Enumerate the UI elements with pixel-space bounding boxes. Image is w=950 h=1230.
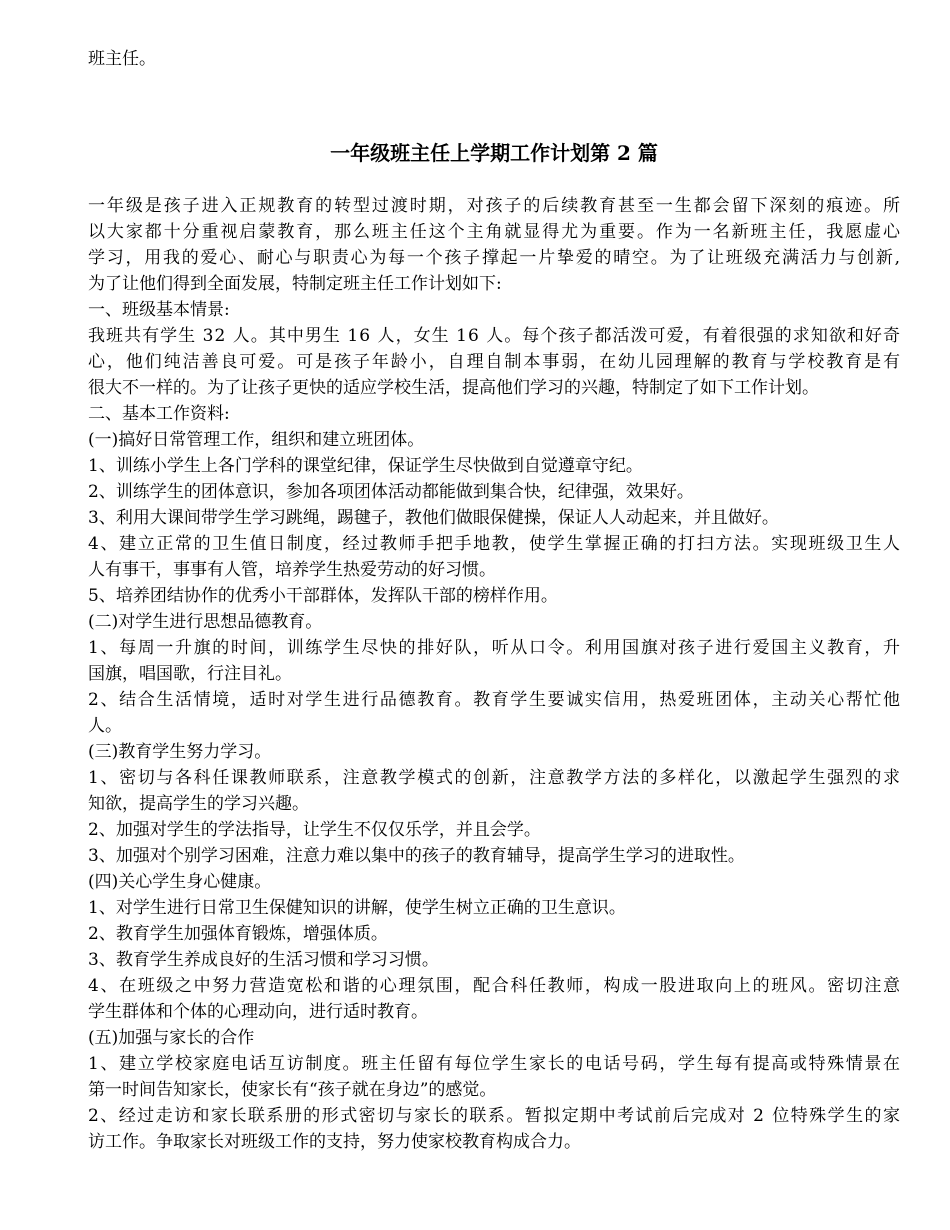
previous-section-tail: 班主任。: [88, 49, 156, 69]
paragraph: [88, 193, 900, 297]
text-line: (四)关心学生身心健康。: [88, 872, 272, 892]
text-line: 很大不一样的。为了让孩子更快的适应学校生活，提高他们学习的兴趣，特制定了如下工作计划。: [88, 378, 819, 398]
paragraph: [88, 765, 900, 817]
paragraph: [88, 635, 900, 687]
text-line: 访工作。争取家长对班级工作的支持，努力使家校教育构成合力。: [88, 1132, 581, 1152]
text-line: 1、每周一升旗的时间，训练学生尽快的排好队，听从口令。利用国旗对孩子进行爱国主义教育，升: [88, 638, 902, 658]
text-line: 为了让他们得到全面发展，特制定班主任工作计划如下:: [88, 274, 502, 294]
text-line: 4、建立正常的卫生值日制度，经过教师手把手地教，使学生掌握正确的打扫方法。实现班级卫生人: [88, 534, 902, 554]
text-line: 1、训练小学生上各门学科的课堂纪律，保证学生尽快做到自觉遵章守纪。: [88, 456, 643, 476]
paragraph: [88, 921, 900, 947]
text-line: 4、在班级之中努力营造宽松和谐的心理氛围，配合科任教师，构成一股进取向上的班风。密切注意: [88, 976, 902, 996]
paragraph: [88, 687, 900, 739]
paragraph: [88, 479, 900, 505]
document-title: 一年级班主任上学期工作计划第 2 篇: [330, 141, 658, 165]
paragraph: [88, 1025, 900, 1051]
text-line: 心，他们纯洁善良可爱。可是孩子年龄小，自理自制本事弱，在幼儿园理解的教育与学校教育是有: [88, 352, 902, 372]
text-line: (一)搞好日常管理工作，组织和建立班团体。: [88, 430, 425, 450]
text-line: 国旗，唱国歌，行注目礼。: [88, 664, 292, 684]
paragraph: [88, 895, 900, 921]
text-line: 3、利用大课间带学生学习跳绳，踢毽子，教他们做眼保健操，保证人人动起来，并且做好。: [88, 508, 779, 528]
text-line: 1、建立学校家庭电话互访制度。班主任留有每位学生家长的电话号码，学生每有提高或特殊情景在: [88, 1054, 902, 1074]
paragraph: [88, 869, 900, 895]
text-line: 2、教育学生加强体育锻炼，增强体质。: [88, 924, 388, 944]
paragraph: [88, 973, 900, 1025]
text-line: 3、加强对个别学习困难，注意力难以集中的孩子的教育辅导，提高学生学习的进取性。: [88, 846, 745, 866]
text-line: 人有事干，事事有人管，培养学生热爱劳动的好习惯。: [88, 560, 496, 580]
text-line: 5、培养团结协作的优秀小干部群体，发挥队干部的榜样作用。: [88, 586, 558, 606]
text-line: 第一时间告知家长，使家长有“孩子就在身边”的感觉。: [88, 1080, 497, 1100]
paragraph: [88, 817, 900, 843]
paragraph: [88, 531, 900, 583]
text-line: (五)加强与家长的合作: [88, 1028, 255, 1048]
paragraph: [88, 947, 900, 973]
paragraph: [88, 1103, 900, 1155]
text-line: 学习，用我的爱心、耐心与职责心为每一个孩子撑起一片挚爱的晴空。为了让班级充满活力与创新,: [88, 248, 902, 268]
text-line: 我班共有学生 32 人。其中男生 16 人，女生 16 人。每个孩子都活泼可爱，有着很强的求知欲和好奇: [88, 326, 901, 346]
text-line: (二)对学生进行思想品德教育。: [88, 612, 323, 632]
paragraph: [88, 297, 900, 323]
text-line: 2、经过走访和家长联系册的形式密切与家长的联系。暂拟定期中考试前后完成对 2 位特殊学生的家: [88, 1106, 902, 1126]
text-line: 1、密切与各科任课教师联系，注意教学模式的创新，注意教学方法的多样化，以激起学生强烈的求: [88, 768, 902, 788]
paragraph: [88, 401, 900, 427]
paragraph: [88, 453, 900, 479]
text-line: 二、基本工作资料:: [88, 404, 230, 424]
text-line: 人。: [88, 716, 122, 736]
paragraph: [88, 323, 900, 401]
paragraph: [88, 609, 900, 635]
document-body: [88, 193, 900, 1155]
text-line: 2、加强对学生的学法指导，让学生不仅仅乐学，并且会学。: [88, 820, 541, 840]
paragraph: [88, 1051, 900, 1103]
text-line: 一、班级基本情景:: [88, 300, 230, 320]
paragraph: [88, 739, 900, 765]
text-line: 3、教育学生养成良好的生活习惯和学习习惯。: [88, 950, 439, 970]
text-line: 知欲，提高学生的学习兴趣。: [88, 794, 309, 814]
text-line: 1、对学生进行日常卫生保健知识的讲解，使学生树立正确的卫生意识。: [88, 898, 626, 918]
paragraph: [88, 583, 900, 609]
paragraph: [88, 843, 900, 869]
paragraph: [88, 427, 900, 453]
text-line: 2、结合生活情境，适时对学生进行品德教育。教育学生要诚实信用，热爱班团体，主动关心帮忙他: [88, 690, 902, 710]
text-line: 一年级是孩子进入正规教育的转型过渡时期，对孩子的后续教育甚至一生都会留下深刻的痕迹。所: [88, 196, 902, 216]
text-line: (三)教育学生努力学习。: [88, 742, 272, 762]
text-line: 以大家都十分重视启蒙教育，那么班主任这个主角就显得尤为重要。作为一名新班主任，我愿虚心: [88, 222, 902, 242]
text-line: 2、训练学生的团体意识，参加各项团体活动都能做到集合快，纪律强，效果好。: [88, 482, 694, 502]
text-line: 学生群体和个体的心理动向，进行适时教育。: [88, 1002, 428, 1022]
paragraph: [88, 505, 900, 531]
